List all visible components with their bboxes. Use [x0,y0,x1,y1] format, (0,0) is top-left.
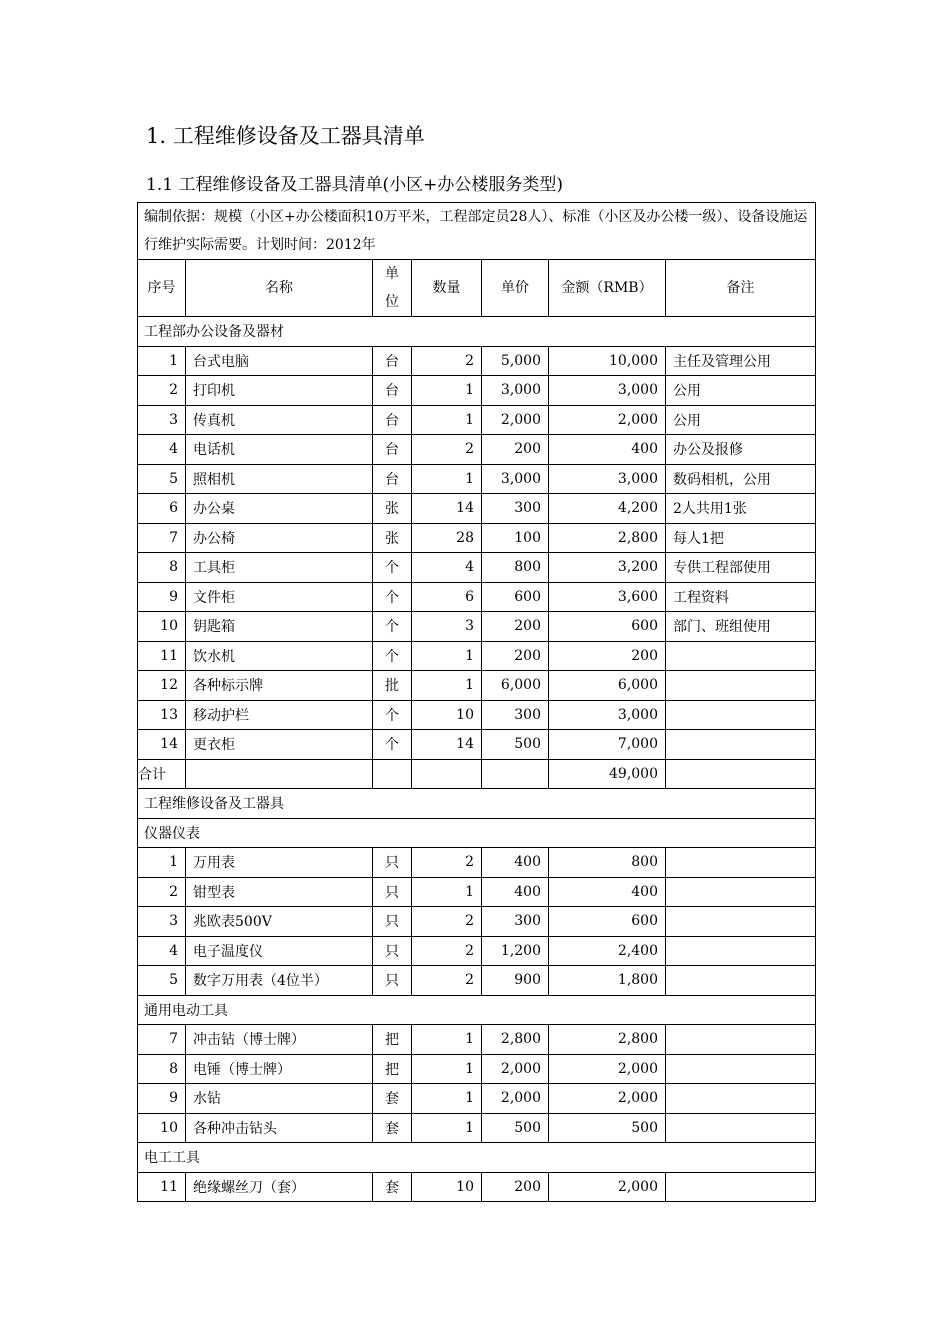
table-row [138,1113,816,1143]
cell-unit: 套 [373,1084,412,1114]
cell-price: 600 [482,582,549,612]
cell-price: 400 [482,877,549,907]
total-amount: 49,000 [549,759,666,789]
table-row [138,464,816,494]
total-empty-unit [373,759,412,789]
cell-name: 传真机 [186,405,373,435]
basis-text: 编制依据：规模（小区+办公楼面积10万平米，工程部定员28人）、标准（小区及办公楼一级）、设备设施运行维护实际需要。计划时间：2012年 [138,203,816,260]
cell-unit: 个 [373,730,412,760]
section-title: 工程部办公设备及器材 [138,317,816,347]
cell-unit: 只 [373,848,412,878]
table-row [138,907,816,937]
cell-unit: 个 [373,582,412,612]
cell-note [666,671,816,701]
cell-qty: 10 [412,1172,482,1202]
cell-unit: 只 [373,877,412,907]
basis-row [138,203,816,260]
cell-amount: 200 [549,641,666,671]
table-row [138,877,816,907]
section-row [138,995,816,1025]
cell-seq: 3 [138,405,186,435]
total-empty-name [186,759,373,789]
cell-unit: 套 [373,1113,412,1143]
cell-note [666,877,816,907]
cell-price: 3,000 [482,376,549,406]
cell-name: 钥匙箱 [186,612,373,642]
cell-amount: 6,000 [549,671,666,701]
cell-note: 部门、班组使用 [666,612,816,642]
cell-name: 文件柜 [186,582,373,612]
cell-qty: 2 [412,848,482,878]
cell-unit: 个 [373,553,412,583]
cell-name: 冲击钻（博士牌） [186,1025,373,1055]
cell-unit: 只 [373,966,412,996]
cell-seq: 14 [138,730,186,760]
cell-seq: 1 [138,848,186,878]
cell-qty: 2 [412,936,482,966]
table-row [138,582,816,612]
cell-note [666,1084,816,1114]
cell-price: 2,000 [482,405,549,435]
total-empty-qty [412,759,482,789]
cell-qty: 1 [412,641,482,671]
cell-seq: 11 [138,1172,186,1202]
table-row [138,376,816,406]
cell-note: 办公及报修 [666,435,816,465]
cell-amount: 3,000 [549,464,666,494]
cell-amount: 500 [549,1113,666,1143]
cell-amount: 2,800 [549,1025,666,1055]
cell-price: 900 [482,966,549,996]
col-header-amount: 金额（RMB） [549,260,666,317]
cell-unit: 个 [373,612,412,642]
cell-unit: 台 [373,346,412,376]
cell-qty: 6 [412,582,482,612]
table-row [138,346,816,376]
cell-amount: 3,600 [549,582,666,612]
cell-qty: 2 [412,966,482,996]
table-row [138,1172,816,1202]
cell-note [666,848,816,878]
table-row [138,936,816,966]
cell-seq: 10 [138,1113,186,1143]
table-row [138,435,816,465]
cell-price: 800 [482,553,549,583]
cell-note: 工程资料 [666,582,816,612]
cell-seq: 2 [138,877,186,907]
cell-seq: 8 [138,553,186,583]
cell-note [666,700,816,730]
cell-amount: 10,000 [549,346,666,376]
cell-amount: 400 [549,435,666,465]
cell-note [666,641,816,671]
cell-seq: 7 [138,523,186,553]
cell-qty: 1 [412,1025,482,1055]
cell-name: 兆欧表500V [186,907,373,937]
cell-qty: 1 [412,405,482,435]
cell-qty: 14 [412,730,482,760]
cell-qty: 2 [412,435,482,465]
cell-qty: 4 [412,553,482,583]
cell-unit: 张 [373,523,412,553]
total-empty-price [482,759,549,789]
cell-unit: 台 [373,376,412,406]
cell-note: 专供工程部使用 [666,553,816,583]
cell-name: 绝缘螺丝刀（套） [186,1172,373,1202]
cell-price: 300 [482,494,549,524]
cell-name: 打印机 [186,376,373,406]
cell-price: 500 [482,730,549,760]
cell-name: 台式电脑 [186,346,373,376]
cell-amount: 1,800 [549,966,666,996]
cell-amount: 3,200 [549,553,666,583]
cell-price: 2,800 [482,1025,549,1055]
cell-seq: 5 [138,464,186,494]
cell-name: 移动护栏 [186,700,373,730]
cell-name: 办公椅 [186,523,373,553]
cell-name: 各种冲击钻头 [186,1113,373,1143]
cell-price: 1,200 [482,936,549,966]
cell-amount: 2,000 [549,1054,666,1084]
cell-unit: 套 [373,1172,412,1202]
cell-name: 电话机 [186,435,373,465]
cell-amount: 2,000 [549,405,666,435]
section-title: 工程维修设备及工器具 [138,789,816,819]
table-row [138,553,816,583]
cell-note: 公用 [666,405,816,435]
col-header-qty: 数量 [412,260,482,317]
cell-amount: 2,800 [549,523,666,553]
cell-name: 照相机 [186,464,373,494]
cell-unit: 把 [373,1025,412,1055]
cell-amount: 400 [549,877,666,907]
cell-price: 300 [482,700,549,730]
cell-name: 水钻 [186,1084,373,1114]
cell-name: 办公桌 [186,494,373,524]
cell-seq: 1 [138,346,186,376]
document-heading: 1. 工程维修设备及工器具清单 [146,124,425,148]
cell-qty: 1 [412,1054,482,1084]
cell-seq: 12 [138,671,186,701]
cell-note [666,1113,816,1143]
cell-price: 3,000 [482,464,549,494]
cell-note: 每人1把 [666,523,816,553]
total-empty-note [666,759,816,789]
cell-amount: 2,000 [549,1172,666,1202]
cell-note: 公用 [666,376,816,406]
cell-price: 2,000 [482,1084,549,1114]
table-row [138,730,816,760]
cell-note: 2人共用1张 [666,494,816,524]
cell-price: 400 [482,848,549,878]
cell-seq: 5 [138,966,186,996]
cell-unit: 台 [373,435,412,465]
table-row [138,405,816,435]
cell-unit: 个 [373,700,412,730]
cell-unit: 把 [373,1054,412,1084]
cell-price: 200 [482,641,549,671]
table-row [138,523,816,553]
cell-amount: 3,000 [549,700,666,730]
cell-amount: 800 [549,848,666,878]
cell-seq: 6 [138,494,186,524]
cell-qty: 1 [412,1084,482,1114]
cell-price: 100 [482,523,549,553]
cell-seq: 10 [138,612,186,642]
cell-amount: 600 [549,612,666,642]
cell-seq: 8 [138,1054,186,1084]
cell-qty: 2 [412,907,482,937]
cell-amount: 2,000 [549,1084,666,1114]
cell-price: 500 [482,1113,549,1143]
cell-price: 6,000 [482,671,549,701]
table-row [138,848,816,878]
cell-qty: 3 [412,612,482,642]
cell-unit: 台 [373,405,412,435]
cell-note [666,730,816,760]
section-row [138,1143,816,1173]
equipment-table-body [138,203,816,1202]
cell-name: 更衣柜 [186,730,373,760]
cell-qty: 14 [412,494,482,524]
cell-unit: 只 [373,936,412,966]
cell-name: 工具柜 [186,553,373,583]
cell-seq: 2 [138,376,186,406]
section-title: 电工工具 [138,1143,816,1173]
table-row [138,1054,816,1084]
table-row [138,641,816,671]
cell-seq: 4 [138,936,186,966]
cell-unit: 只 [373,907,412,937]
section-row [138,789,816,819]
cell-qty: 1 [412,671,482,701]
cell-seq: 7 [138,1025,186,1055]
cell-qty: 28 [412,523,482,553]
cell-price: 5,000 [482,346,549,376]
cell-unit: 个 [373,641,412,671]
col-header-price: 单价 [482,260,549,317]
cell-unit: 台 [373,464,412,494]
table-row [138,671,816,701]
total-row [138,759,816,789]
cell-seq: 9 [138,582,186,612]
cell-amount: 7,000 [549,730,666,760]
cell-qty: 2 [412,346,482,376]
cell-price: 200 [482,435,549,465]
cell-price: 200 [482,612,549,642]
table-row [138,1084,816,1114]
table-row [138,612,816,642]
equipment-table [137,202,816,1202]
cell-note [666,907,816,937]
col-header-note: 备注 [666,260,816,317]
cell-name: 万用表 [186,848,373,878]
section-title: 仪器仪表 [138,818,816,848]
cell-amount: 2,400 [549,936,666,966]
table-row [138,966,816,996]
col-header-unit: 单位 [373,260,412,317]
cell-seq: 13 [138,700,186,730]
table-caption: 1.1 工程维修设备及工器具清单(小区+办公楼服务类型) [146,175,563,195]
cell-seq: 9 [138,1084,186,1114]
cell-price: 2,000 [482,1054,549,1084]
col-header-seq: 序号 [138,260,186,317]
cell-qty: 1 [412,877,482,907]
cell-price: 200 [482,1172,549,1202]
cell-name: 数字万用表（4位半） [186,966,373,996]
cell-unit: 张 [373,494,412,524]
total-label: 合计 [138,759,186,789]
cell-name: 电子温度仪 [186,936,373,966]
table-row [138,700,816,730]
cell-qty: 1 [412,1113,482,1143]
cell-note [666,936,816,966]
cell-amount: 600 [549,907,666,937]
cell-seq: 11 [138,641,186,671]
cell-note [666,1025,816,1055]
section-row [138,317,816,347]
cell-name: 饮水机 [186,641,373,671]
cell-name: 钳型表 [186,877,373,907]
cell-qty: 1 [412,376,482,406]
cell-note [666,1054,816,1084]
header-row [138,260,816,317]
cell-seq: 3 [138,907,186,937]
cell-qty: 1 [412,464,482,494]
cell-amount: 3,000 [549,376,666,406]
col-header-name: 名称 [186,260,373,317]
table-row [138,1025,816,1055]
cell-price: 300 [482,907,549,937]
cell-note [666,966,816,996]
section-row [138,818,816,848]
cell-name: 各种标示牌 [186,671,373,701]
table-row [138,494,816,524]
cell-unit: 批 [373,671,412,701]
cell-note: 主任及管理公用 [666,346,816,376]
cell-note: 数码相机，公用 [666,464,816,494]
cell-seq: 4 [138,435,186,465]
section-title: 通用电动工具 [138,995,816,1025]
cell-name: 电锤（博士牌） [186,1054,373,1084]
cell-note [666,1172,816,1202]
cell-amount: 4,200 [549,494,666,524]
cell-qty: 10 [412,700,482,730]
